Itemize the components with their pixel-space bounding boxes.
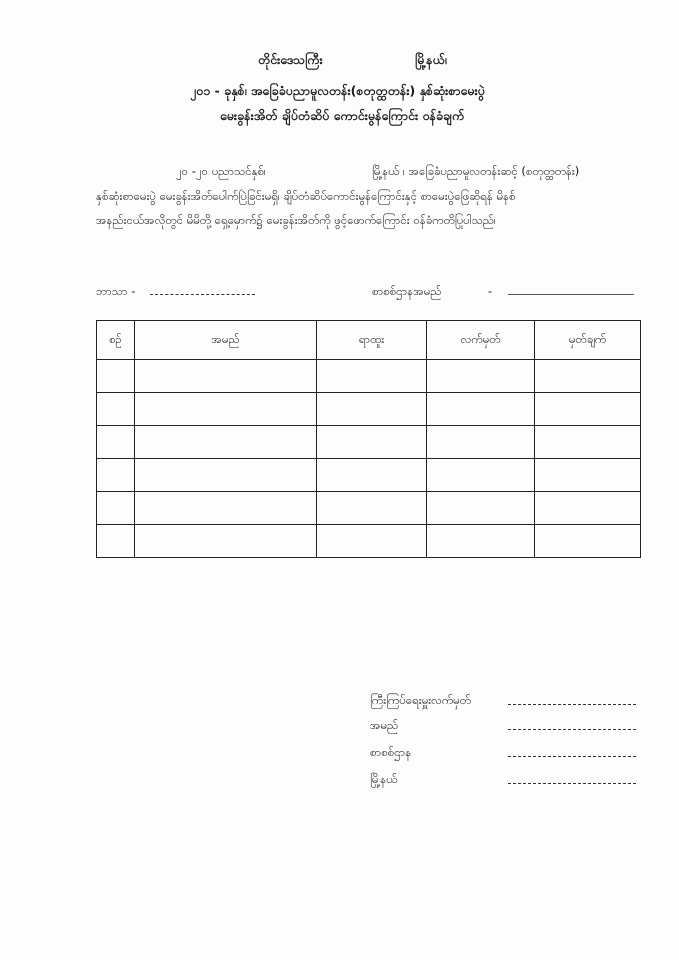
supervisor-township-line[interactable] bbox=[508, 783, 636, 784]
table-cell[interactable] bbox=[135, 426, 317, 459]
header-document-title: မေးခွန်းအိတ် ချိပ်တံဆိပ် ကောင်းမွန်ကြောင်း ဝန်ခံချက် bbox=[220, 108, 465, 123]
table-cell[interactable] bbox=[97, 492, 135, 525]
supervisor-township-label: မြို့နယ် bbox=[370, 772, 398, 786]
table-cell[interactable] bbox=[427, 360, 535, 393]
table-row bbox=[97, 426, 641, 459]
paragraph-township-level: မြို့နယ် ၊ အခြေခံပညာမူလတန်းဆင့် (စတုတ္ထတန်း) bbox=[372, 164, 580, 178]
table-cell[interactable] bbox=[135, 525, 317, 558]
table-row bbox=[97, 492, 641, 525]
table-cell[interactable] bbox=[535, 525, 641, 558]
table-cell[interactable] bbox=[317, 525, 427, 558]
table-row bbox=[97, 525, 641, 558]
signature-table bbox=[96, 320, 641, 558]
column-header-position: ရာထူး bbox=[317, 321, 427, 360]
table-header-row bbox=[97, 321, 641, 360]
header-township-label: မြို့နယ်၊ bbox=[415, 52, 447, 67]
table-cell[interactable] bbox=[317, 393, 427, 426]
table-cell[interactable] bbox=[535, 426, 641, 459]
exam-center-dash: - bbox=[488, 284, 493, 298]
table-cell[interactable] bbox=[317, 360, 427, 393]
column-header-signature: လက်မှတ် bbox=[427, 321, 535, 360]
supervisor-center-line[interactable] bbox=[508, 756, 636, 757]
exam-center-label: စာစစ်ဌာနအမည် bbox=[372, 284, 442, 298]
paragraph-academic-year: ၂၀ -၂၀ ပညာသင်နှစ်၊ bbox=[176, 164, 266, 178]
table-cell[interactable] bbox=[535, 492, 641, 525]
table-cell[interactable] bbox=[535, 360, 641, 393]
table-cell[interactable] bbox=[317, 492, 427, 525]
supervisor-signature-line[interactable] bbox=[508, 704, 636, 705]
supervisor-name-label: အမည် bbox=[370, 718, 399, 732]
table-cell[interactable] bbox=[427, 525, 535, 558]
table-cell[interactable] bbox=[535, 459, 641, 492]
exam-center-blank-line[interactable] bbox=[508, 294, 634, 295]
table-cell[interactable] bbox=[97, 525, 135, 558]
supervisor-center-label: စာစစ်ဌာန bbox=[370, 745, 412, 759]
header-exam-title: ၂၀၁ - ခုနှစ်၊ အခြေခံပညာမူလတန်း(စတုတ္ထတန်း) နှစ်ဆုံးစာမေးပွဲ bbox=[190, 83, 485, 98]
table-cell[interactable] bbox=[97, 360, 135, 393]
subject-label: ဘာသာ - bbox=[96, 284, 136, 298]
table-cell[interactable] bbox=[135, 393, 317, 426]
subject-blank-line[interactable] bbox=[150, 294, 255, 295]
paragraph-line-3: အနည်းငယ်အလိုတွင် မိမိတို့ ရှေ့မှောက်၌ မေးခွန်းအိတ်ကို ဖွင့်ဖောက်ကြောင်း ဝန်ခံကတိပြုပါသည်၊ bbox=[96, 213, 496, 227]
table-cell[interactable] bbox=[135, 360, 317, 393]
header-region-label: တိုင်းဒေသကြီး bbox=[258, 52, 323, 67]
table-cell[interactable] bbox=[135, 492, 317, 525]
table-row bbox=[97, 360, 641, 393]
table-cell[interactable] bbox=[97, 393, 135, 426]
table-cell[interactable] bbox=[317, 426, 427, 459]
table-cell[interactable] bbox=[427, 393, 535, 426]
table-row bbox=[97, 459, 641, 492]
supervisor-name-line[interactable] bbox=[508, 729, 636, 730]
table-cell[interactable] bbox=[535, 393, 641, 426]
supervisor-signature-label: ကြီးကြပ်ရေးမှူးလက်မှတ် bbox=[370, 693, 471, 707]
column-header-remarks: မှတ်ချက် bbox=[535, 321, 641, 360]
paragraph-line-2: နှစ်ဆုံးစာမေးပွဲ မေးခွန်းအိတ်ပေါက်ပြဲခြင်းမရှိ၊ ချိပ်တံဆိပ်ကောင်းမွန်ကြောင်းနှင့် စာမေးပွဲဖြေဆိုရန် မိနစ် bbox=[96, 189, 516, 203]
table-row bbox=[97, 393, 641, 426]
table-cell[interactable] bbox=[427, 492, 535, 525]
table-cell[interactable] bbox=[97, 426, 135, 459]
column-header-name: အမည် bbox=[135, 321, 317, 360]
table-cell[interactable] bbox=[427, 426, 535, 459]
table-cell[interactable] bbox=[135, 459, 317, 492]
table-cell[interactable] bbox=[427, 459, 535, 492]
column-header-serial: စဥ် bbox=[97, 321, 135, 360]
table-cell[interactable] bbox=[97, 459, 135, 492]
table-cell[interactable] bbox=[317, 459, 427, 492]
